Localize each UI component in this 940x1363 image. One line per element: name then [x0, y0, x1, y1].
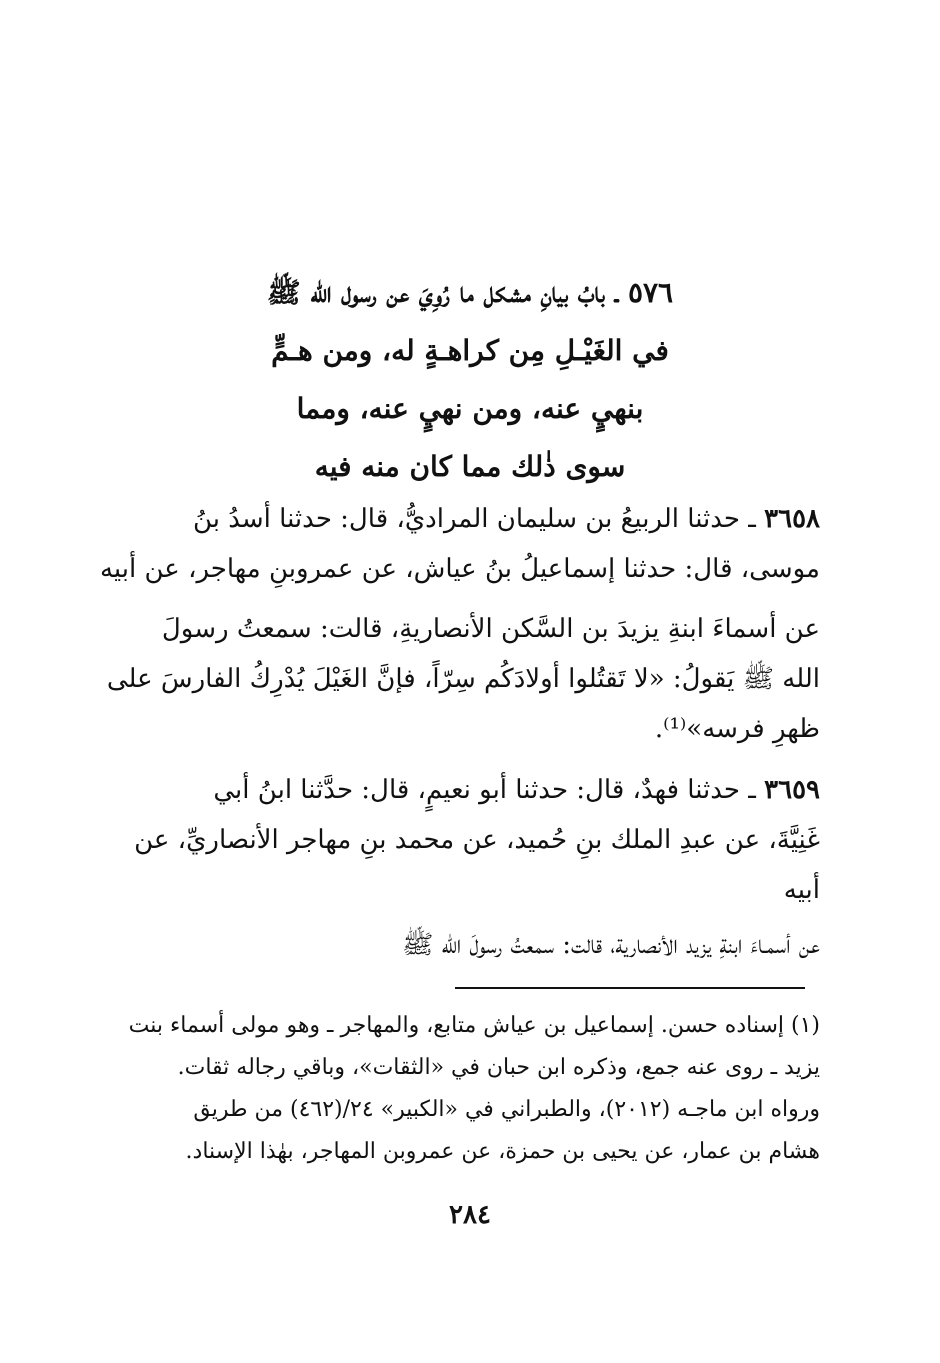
chapter-heading — [110, 264, 830, 496]
hadith-line: عن أسماءَ ابنةِ يزيدَ بن السَّكن الأنصاريةِ، قالت: سمعتُ رسولَ — [161, 614, 820, 644]
hadith-line: غَنِيَّةَ، عن عبدِ الملك بنِ حُميد، عن محمد بنِ مهاجر الأنصاريِّ، عن — [134, 825, 820, 855]
hadith-line — [100, 765, 820, 815]
page-number: ٢٨٤ — [449, 1200, 491, 1230]
hadith-3659-isnad — [100, 765, 820, 915]
footnote-divider — [455, 987, 805, 989]
hadith-line: عن أسمـاءَ ابنةِ يزيد الأنصارية، قالت: سمعتُ رسولَ الله ﷺ — [401, 930, 820, 960]
hadith-3658-matn — [100, 604, 820, 754]
hadith-text: ـ حدثنا فهدٌ، قال: حدثنا أبو نعيمٍ، قال: حدَّثنا ابنُ أبي — [213, 775, 765, 805]
chapter-heading-line: سوى ذٰلك مما كان منه فيه — [314, 450, 626, 483]
footnote-line: ورواه ابن ماجـه (٢٠١٢)، والطبراني في «الكبير» ٢٤/(٤٦٢) من طريق — [193, 1097, 820, 1122]
hadith-number: ٣٦٥٨ — [764, 504, 820, 534]
hadith-3658-isnad — [100, 494, 820, 594]
hadith-3659-matn — [100, 920, 820, 970]
hadith-line: ظهرِ فرسه»⁽¹⁾. — [654, 714, 820, 744]
hadith-line: الله ﷺ يَقولُ: «لا تَقتُلوا أولادَكُم سِرّاً، فإنَّ الغَيْلَ يُدْرِكُ الفارسَ على — [106, 664, 820, 694]
hadith-text: ـ حدثنا الربيعُ بن سليمان المراديُّ، قال: حدثنا أسدُ بنُ — [192, 504, 765, 534]
footnote-line: يزيد ـ روى عنه جمع، وذكره ابن حبان في «الثقات»، وباقي رجاله ثقات. — [177, 1055, 820, 1080]
hadith-line: موسى، قال: حدثنا إسماعيلُ بنُ عياش، عن عمروبنِ مهاجر، عن أبيه — [99, 554, 820, 584]
chapter-heading-line: في الغَيْـلِ مِن كراهـةٍ له، ومن هـمٍّ — [271, 334, 669, 367]
hadith-line: أبيه — [783, 875, 820, 905]
hadith-line — [100, 494, 820, 544]
footnote-1 — [100, 1005, 820, 1089]
chapter-heading-line: بنهيٍ عنه، ومن نهيٍ عنه، ومما — [296, 392, 644, 425]
chapter-heading-line: ٥٧٦ ـ بابُ بيانِ مشكل ما رُوِيَ عن رسول الله ﷺ — [266, 276, 674, 309]
hadith-number: ٣٦٥٩ — [764, 775, 820, 805]
footnote-line: (١) إسناده حسن. إسماعيل بن عياش متابع، والمهاجر ـ وهو مولى أسماء بنت — [128, 1013, 820, 1038]
footnote-1-continuation — [100, 1089, 820, 1173]
footnotes — [100, 1005, 820, 1173]
footnote-line: هشام بن عمار، عن يحيى بن حمزة، عن عمروبن المهاجر، بهٰذا الإسناد. — [185, 1139, 820, 1164]
